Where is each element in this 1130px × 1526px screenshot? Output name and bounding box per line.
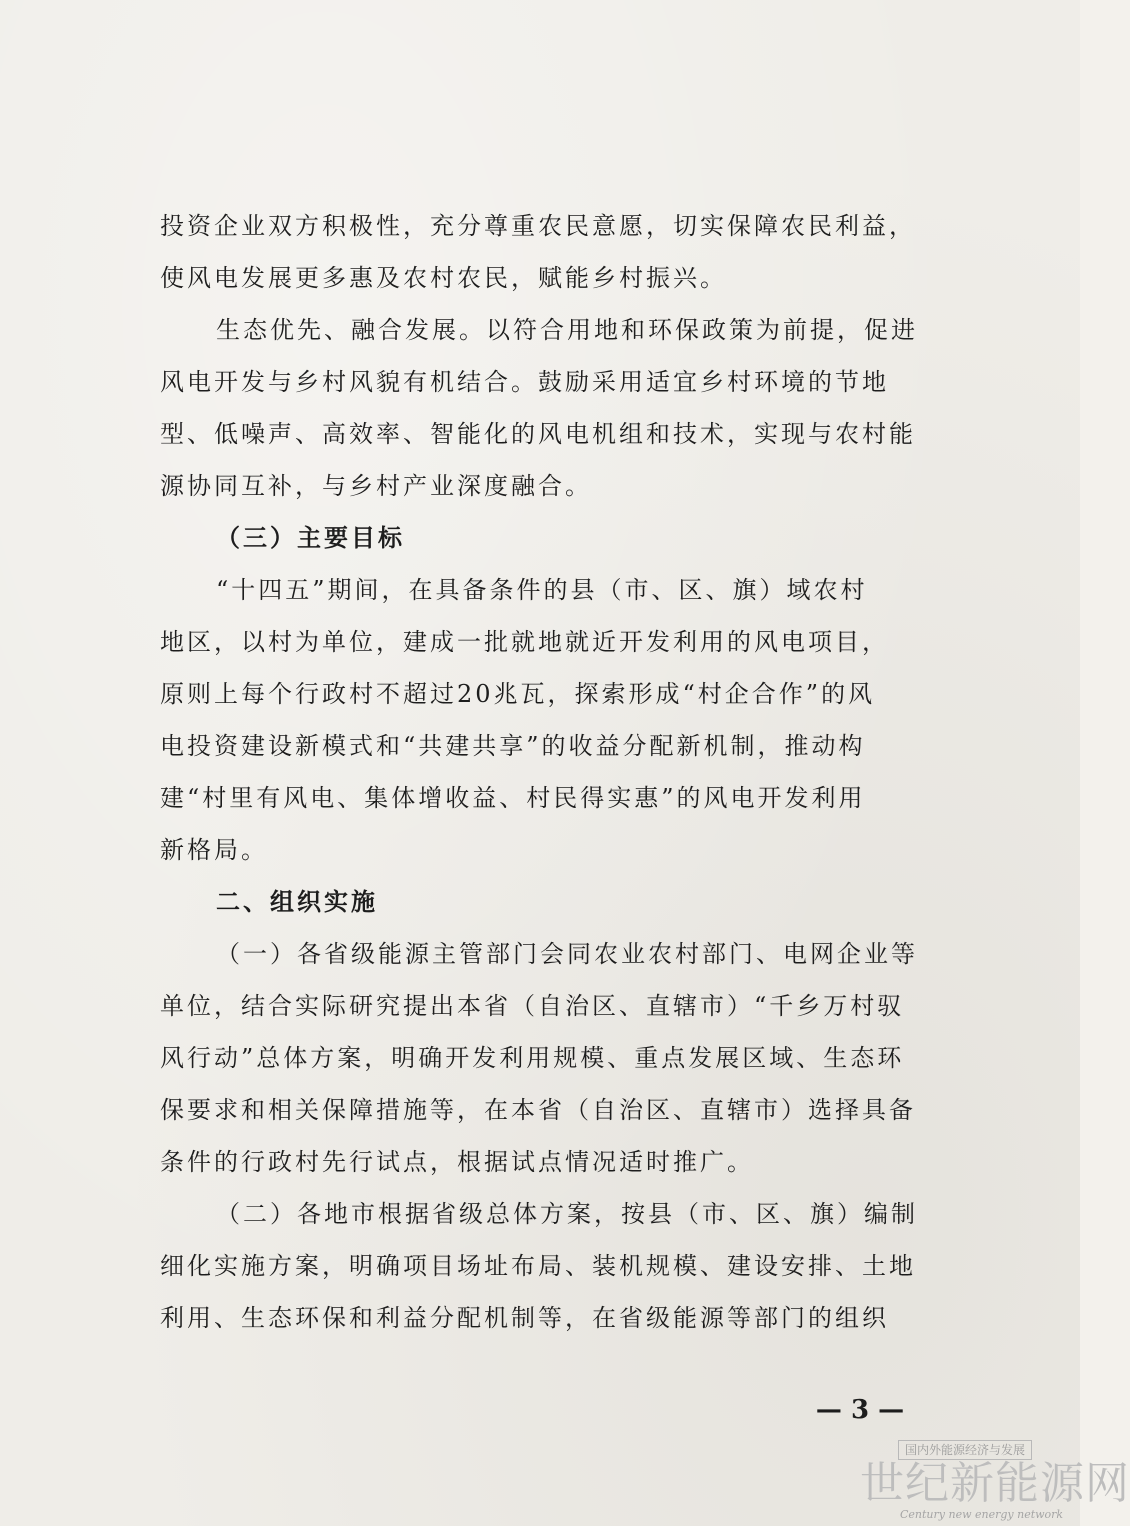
text-line: 生态优先、融合发展。以符合用地和环保政策为前提，促进 [216, 316, 918, 344]
text-line: 风电开发与乡村风貌有机结合。鼓励采用适宜乡村环境的节地 [160, 368, 889, 396]
text-line: 源协同互补，与乡村产业深度融合。 [160, 472, 592, 500]
text-line: 型、低噪声、高效率、智能化的风电机组和技术，实现与农村能 [160, 420, 916, 448]
text-line: 使风电发展更多惠及农村农民，赋能乡村振兴。 [160, 264, 727, 292]
section-heading: 二、组织实施 [216, 887, 378, 916]
watermark-subtitle: Century new energy network [900, 1508, 1064, 1521]
section-heading: （三）主要目标 [216, 523, 405, 552]
text-line: （一）各省级能源主管部门会同农业农村部门、电网企业等 [216, 940, 918, 968]
text-line: 投资企业双方积极性，充分尊重农民意愿，切实保障农民利益， [160, 212, 916, 240]
text-line: 地区，以村为单位，建成一批就地就近开发利用的风电项目， [160, 628, 889, 656]
text-line: 原则上每个行政村不超过20兆瓦，探索形成“村企合作”的风 [160, 680, 876, 708]
watermark [860, 1440, 1130, 1526]
text-line: 建“村里有风电、集体增收益、村民得实惠”的风电开发利用 [160, 784, 866, 812]
text-line: 单位，结合实际研究提出本省（自治区、直辖市）“千乡万村驭 [160, 992, 905, 1020]
body-text [160, 200, 920, 1344]
text-line: （二）各地市根据省级总体方案，按县（市、区、旗）编制 [216, 1200, 918, 1228]
text-line: 风行动”总体方案，明确开发利用规模、重点发展区域、生态环 [160, 1044, 905, 1072]
text-line: 保要求和相关保障措施等，在本省（自治区、直辖市）选择具备 [160, 1096, 916, 1124]
watermark-logo-text: 世纪新能源网 [860, 1458, 1130, 1509]
watermark-tagline: 国内外能源经济与发展 [898, 1440, 1032, 1460]
text-line: “十四五”期间，在具备条件的县（市、区、旗）域农村 [216, 576, 868, 604]
text-line: 新格局。 [160, 836, 268, 864]
text-line: 电投资建设新模式和“共建共享”的收益分配新机制，推动构 [160, 732, 866, 760]
text-line: 利用、生态环保和利益分配机制等，在省级能源等部门的组织 [160, 1304, 889, 1332]
text-line: 细化实施方案，明确项目场址布局、装机规模、建设安排、土地 [160, 1252, 916, 1280]
text-line: 条件的行政村先行试点，根据试点情况适时推广。 [160, 1148, 754, 1176]
page-number: — 3 — [815, 1395, 905, 1425]
